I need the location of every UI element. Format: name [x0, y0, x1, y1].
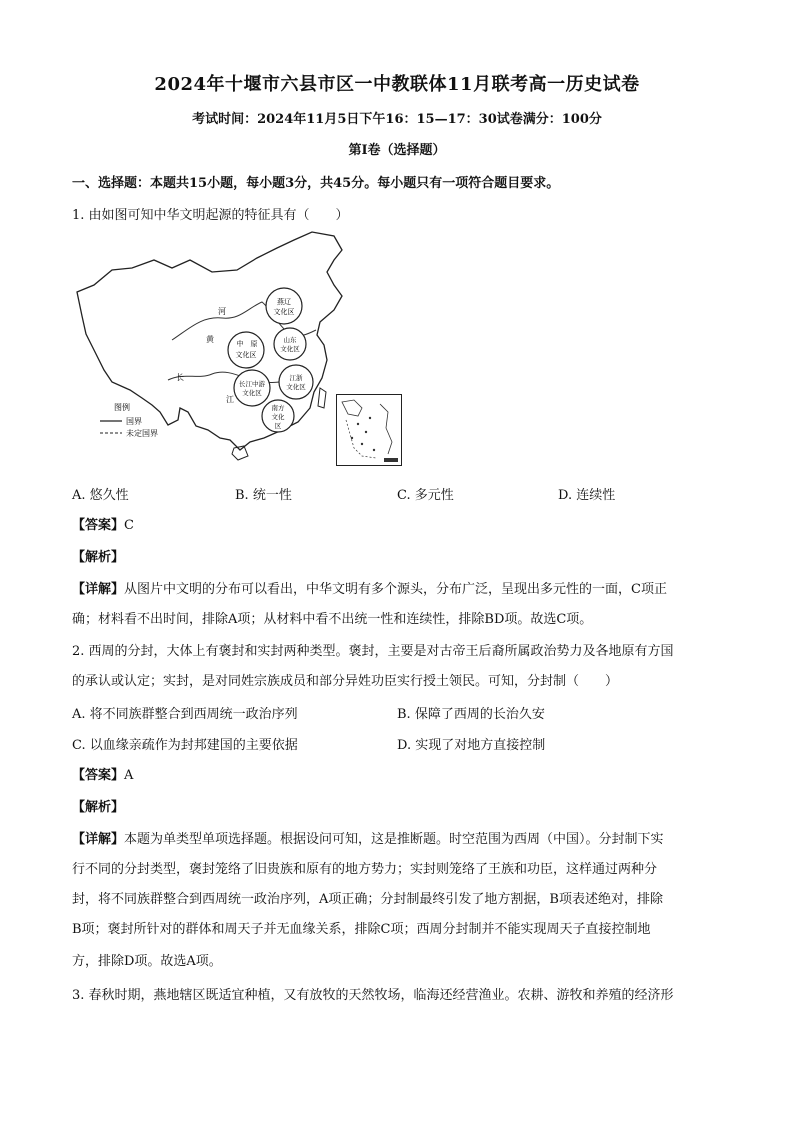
q1-answer-value: C	[124, 518, 134, 533]
river-label-he: 河	[218, 307, 226, 316]
nanfang-label-3: 区	[274, 422, 282, 430]
shandong-label-1: 山东	[283, 336, 297, 344]
changjiang-label-1: 长江中游	[239, 380, 265, 388]
part-heading: 第Ⅰ卷（选择题）	[348, 143, 446, 158]
q2-option-c: C. 以血缘亲疏作为封邦建国的主要依据	[72, 738, 298, 753]
q1-answer-label: 【答案】	[72, 518, 125, 533]
zhongyuan-circle	[228, 332, 264, 368]
q2-option-a: A. 将不同族群整合到西周统一政治序列	[72, 707, 298, 722]
q3-stem-line-1: 3. 春秋时期，燕地辖区既适宜种植，又有放牧的天然牧场，临海还经营渔业。农耕、游牧和养殖的经济形	[72, 988, 674, 1003]
nanfang-label-2: 文化	[271, 413, 285, 421]
q2-detail-line-2: 行不同的分封类型，褒封笼络了旧贵族和原有的地方势力；实封则笼络了王族和功臣，这样通过两种分	[72, 862, 658, 877]
q2-stem-line-2: 的承认或认定；实封，是对同姓宗族成员和部分异姓功臣实行授土领民。可知，分封制（ ）	[72, 674, 619, 689]
q2-detail-line-4: B项；褒封所针对的群体和周天子并无血缘关系，排除C项；西周分封制并不能实现周天子直接控制地	[72, 922, 651, 937]
q1-option-a: A. 悠久性	[72, 488, 129, 503]
q1-answer	[72, 514, 134, 533]
q2-option-d: D. 实现了对地方直接控制	[397, 738, 546, 753]
exam-title: 2024年十堰市六县市区一中教联体11月联考高一历史试卷	[154, 74, 640, 95]
legend-title: 图例	[114, 403, 130, 412]
section-heading: 一、选择题：本题共15小题，每小题3分，共45分。每小题只有一项符合题目要求。	[72, 176, 560, 191]
q2-detail-label: 【详解】	[72, 832, 125, 847]
shandong-label-2: 文化区	[280, 345, 300, 353]
jiangzhe-circle	[279, 365, 313, 399]
zhongyuan-label-2: 原	[250, 340, 258, 348]
taiwan-shape	[318, 388, 326, 408]
q1-detail-text-1: 从图片中文明的分布可以看出，中华文明有多个源头，分布广泛，呈现出多元性的一面，C项正	[124, 582, 667, 597]
nanfang-label-1: 南方	[271, 404, 285, 412]
q2-detail-text-1: 本题为单类型单项选择题。根据设问可知，这是推断题。时空范围为西周（中国）。分封制下实	[124, 832, 664, 847]
zhongyuan-label-3: 文化区	[235, 351, 257, 359]
legend-undefined-label: 未定国界	[126, 429, 158, 438]
river-label-huang: 黄	[206, 335, 214, 344]
q2-answer	[72, 764, 133, 783]
inset-scale-bar	[384, 458, 398, 462]
q2-detail-line-1	[72, 828, 664, 847]
q2-answer-value: A	[124, 768, 134, 783]
q2-detail-line-5: 方，排除D项。故选A项。	[72, 954, 222, 969]
river-label-jiang: 江	[226, 395, 234, 404]
legend-border-label: 国界	[126, 417, 142, 426]
shandong-circle	[274, 328, 306, 360]
zhongyuan-label-1: 中	[236, 340, 244, 348]
q2-answer-label: 【答案】	[72, 768, 125, 783]
q2-option-b: B. 保障了西周的长治久安	[397, 707, 545, 722]
q1-detail-label: 【详解】	[72, 582, 125, 597]
q1-option-c: C. 多元性	[397, 488, 454, 503]
yanliao-label-2: 文化区	[273, 308, 295, 316]
hainan-shape	[232, 446, 248, 460]
q1-option-b: B. 统一性	[235, 488, 292, 503]
q1-option-d: D. 连续性	[558, 488, 616, 503]
yanliao-circle	[266, 288, 302, 324]
q2-detail-line-3: 封，将不同族群整合到西周统一政治序列，A项正确；分封制最终引发了地方割据，B项表述绝对，排除	[72, 892, 663, 907]
south-china-sea-inset	[336, 394, 402, 466]
q1-stem: 1. 由如图可知中华文明起源的特征具有（ ）	[72, 208, 349, 223]
jiangzhe-label-1: 江浙	[289, 374, 303, 382]
q1-detail-line-2: 确；材料看不出时间，排除A项；从材料中看不出统一性和连续性，排除BD项。故选C项。	[72, 612, 593, 627]
yanliao-label-1: 燕辽	[277, 298, 291, 306]
q2-stem-line-1: 2. 西周的分封，大体上有褒封和实封两种类型。褒封，主要是对古帝王后裔所属政治势力及各地原有方国	[72, 644, 674, 659]
q1-detail-line-1	[72, 578, 667, 597]
changjiang-label-2: 文化区	[242, 389, 262, 397]
jiangzhe-label-2: 文化区	[286, 383, 306, 391]
q2-analysis-label: 【解析】	[72, 800, 125, 815]
river-label-chang: 长	[176, 373, 184, 382]
changjiang-circle	[234, 370, 270, 406]
q1-analysis-label: 【解析】	[72, 550, 125, 565]
exam-subtitle: 考试时间：2024年11月5日下午16：15—17：30试卷满分：100分	[192, 112, 602, 127]
inset-frame	[337, 395, 402, 466]
